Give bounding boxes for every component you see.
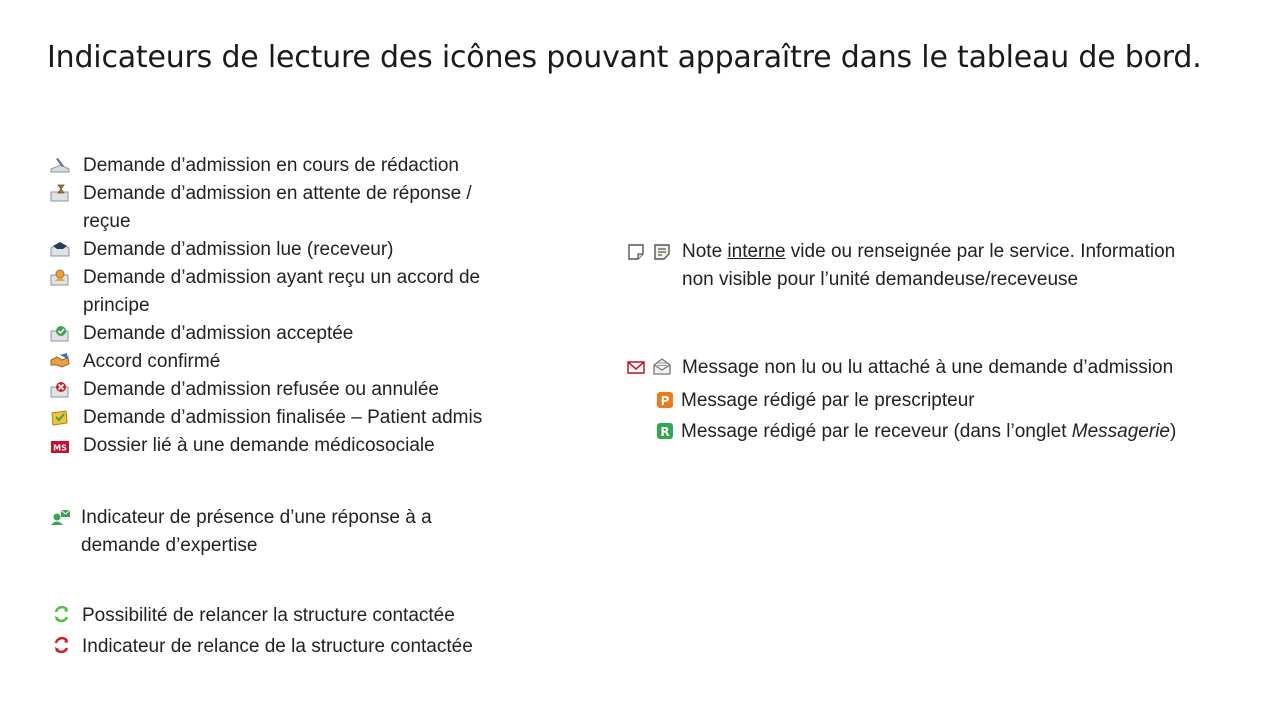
legend-item-label: Message non lu ou lu attaché à une demande d’admission: [682, 357, 1174, 378]
legend-item-confirmed: [49, 348, 220, 376]
filled-note-icon: [652, 241, 672, 261]
legend-item-principle: [49, 264, 480, 320]
legend-item-accepted: [49, 320, 353, 348]
finalized-folder-icon: [49, 407, 69, 427]
svg-text:R: R: [660, 425, 670, 439]
legend-item-label: Accord confirmé: [83, 351, 221, 372]
legend-item-relaunched: [52, 633, 473, 661]
legend-item-relaunch-possible: [52, 602, 455, 630]
legend-item-medicosocial: [49, 432, 435, 460]
check-envelope-icon: [49, 323, 69, 343]
legend-item-refused: [49, 376, 439, 404]
ms-badge-icon: [49, 435, 69, 455]
legend-item-label: Demande d’admission en cours de rédaction: [83, 155, 459, 176]
legend-item-label: Indicateur de relance de la structure contactée: [82, 636, 473, 657]
green-refresh-icon: [52, 605, 72, 625]
legend-item-label: Message rédigé par le receveur (dans l’onglet Messagerie): [681, 421, 1177, 442]
read-mail-icon: [652, 357, 672, 377]
legend-item-finalized: [49, 404, 482, 432]
r-badge-icon: [655, 421, 675, 441]
legend-item-draft: [49, 152, 459, 180]
legend-item-internal-note: [626, 238, 1175, 294]
red-refresh-icon: [52, 636, 72, 656]
unread-mail-icon: [626, 357, 646, 377]
legend-item-read: [49, 236, 393, 264]
legend-item-label: Demande d’admission en attente de réponse /: [83, 183, 472, 204]
legend-item-message-receveur: [655, 418, 1176, 446]
expert-response-icon: [49, 507, 69, 527]
legend-item-label: reçue: [83, 211, 131, 232]
person-envelope-icon: [49, 267, 69, 287]
legend-item-label: demande d’expertise: [81, 535, 258, 556]
hourglass-envelope-icon: [49, 183, 69, 203]
p-badge-icon: [655, 390, 675, 410]
svg-text:MS: MS: [53, 443, 67, 453]
legend-item-label: Dossier lié à une demande médicosociale: [83, 435, 435, 456]
legend-item-message: [626, 354, 1173, 382]
legend-item-label: Demande d’admission lue (receveur): [83, 239, 394, 260]
handshake-icon: [49, 351, 69, 371]
svg-text:P: P: [660, 394, 670, 408]
empty-note-icon: [626, 241, 646, 261]
legend-item-pending: [49, 180, 472, 236]
legend-item-label: Demande d’admission acceptée: [83, 323, 354, 344]
pencil-draft-icon: [49, 155, 69, 175]
legend-item-expertise: [49, 504, 432, 560]
legend-item-label: principe: [83, 295, 150, 316]
legend-item-label: Demande d’admission refusée ou annulée: [83, 379, 439, 400]
legend-item-label: Possibilité de relancer la structure contactée: [82, 605, 455, 626]
note-line-1: Note interne vide ou renseignée par le service. Information: [682, 241, 1176, 262]
note-line-2: non visible pour l’unité demandeuse/receveuse: [682, 269, 1079, 290]
legend-item-label: Demande d’admission finalisée – Patient admis: [83, 407, 483, 428]
open-envelope-read-icon: [49, 239, 69, 259]
legend-item-label: Message rédigé par le prescripteur: [681, 390, 975, 411]
cross-envelope-icon: [49, 379, 69, 399]
legend-item-label: Demande d’admission ayant reçu un accord de: [83, 267, 481, 288]
page-title: Indicateurs de lecture des icônes pouvant apparaître dans le tableau de bord.: [47, 40, 1202, 75]
legend-item-message-prescripteur: [655, 387, 975, 415]
legend-item-label: Indicateur de présence d’une réponse à a: [81, 507, 432, 528]
